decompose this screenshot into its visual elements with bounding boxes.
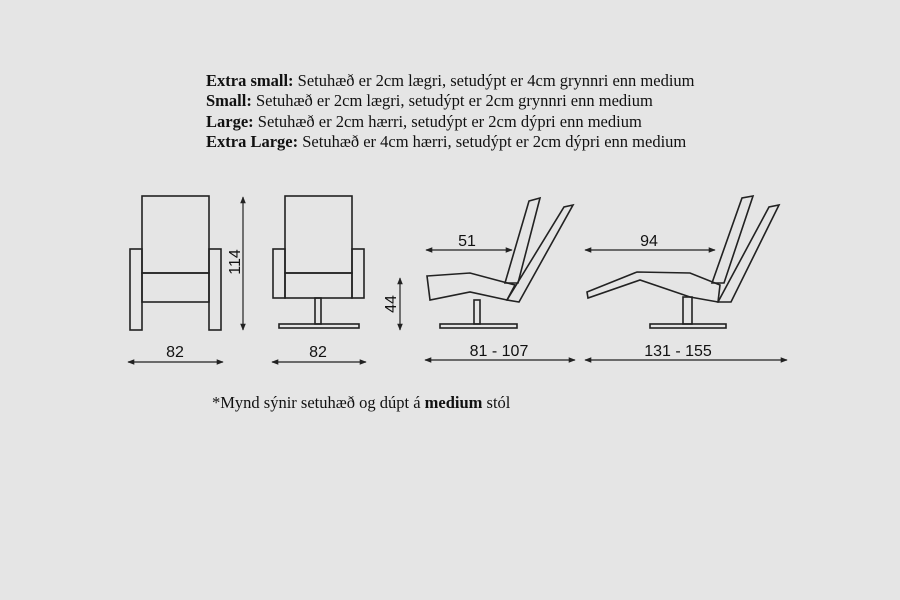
size-text: Setuhæð er 2cm lægri, setudýpt er 2cm grynnri enn medium (255, 91, 653, 111)
swivel-width-dimension (272, 344, 366, 362)
swivel-right-arm (352, 249, 364, 298)
front-height-dimension (227, 197, 244, 330)
swivel-seat (285, 273, 352, 298)
size-label: Large: (206, 111, 254, 131)
swivel-view-chair (273, 196, 364, 328)
side-length-label: 81 - 107 (469, 343, 529, 360)
size-label: Extra small: (206, 71, 294, 90)
side-length-dimension (425, 343, 575, 360)
recline-seat-depth-dimension (585, 233, 715, 250)
size-text: Setuhæð er 4cm hærri, setudýpt er 2cm dýpri enn medium (302, 131, 687, 151)
swivel-base (279, 324, 359, 328)
footnote-prefix: *Mynd sýnir setuhæð og dúpt á (212, 393, 421, 412)
footnote (212, 393, 510, 413)
size-text: Setuhæð er 2cm lægri, setudýpt er 4cm grynnri enn medium (297, 71, 695, 90)
reclined-view-chair (587, 196, 779, 328)
recline-length-label: 131 - 155 (644, 343, 712, 360)
front-right-arm (209, 249, 221, 330)
front-left-arm (130, 249, 142, 330)
side-seat (427, 273, 515, 300)
side-view-chair (427, 198, 573, 328)
seat-height-label: 44 (383, 295, 400, 313)
footnote-suffix: stól (486, 393, 511, 412)
swivel-left-arm (273, 249, 285, 298)
side-base (440, 324, 517, 328)
side-backrest-outer (507, 205, 573, 302)
side-backrest-inner (505, 198, 540, 283)
footnote-emphasis: medium (424, 393, 483, 412)
side-column (474, 300, 480, 324)
side-seat-depth-label: 51 (458, 233, 476, 250)
front-view-chair (130, 196, 221, 330)
seat-height-dimension (383, 278, 400, 330)
swivel-column (315, 298, 321, 324)
size-text: Setuhæð er 2cm hærri, setudýpt er 2cm dýpri enn medium (257, 111, 642, 131)
reclined-column (683, 297, 692, 324)
reclined-base (650, 324, 726, 328)
swivel-backrest (285, 196, 352, 273)
reclined-seat (587, 272, 720, 302)
front-width-dimension (128, 344, 223, 362)
front-width-label: 82 (166, 344, 184, 361)
front-seat (142, 273, 209, 302)
swivel-width-label: 82 (309, 344, 327, 361)
recline-length-dimension (585, 343, 787, 360)
recline-seat-depth-label: 94 (640, 233, 658, 250)
side-seat-depth-dimension (426, 233, 512, 250)
reclined-backrest-outer (718, 205, 779, 302)
front-height-label: 114 (227, 249, 244, 275)
size-label: Small: (206, 91, 252, 111)
front-backrest (142, 196, 209, 273)
size-label: Extra Large: (206, 131, 299, 151)
